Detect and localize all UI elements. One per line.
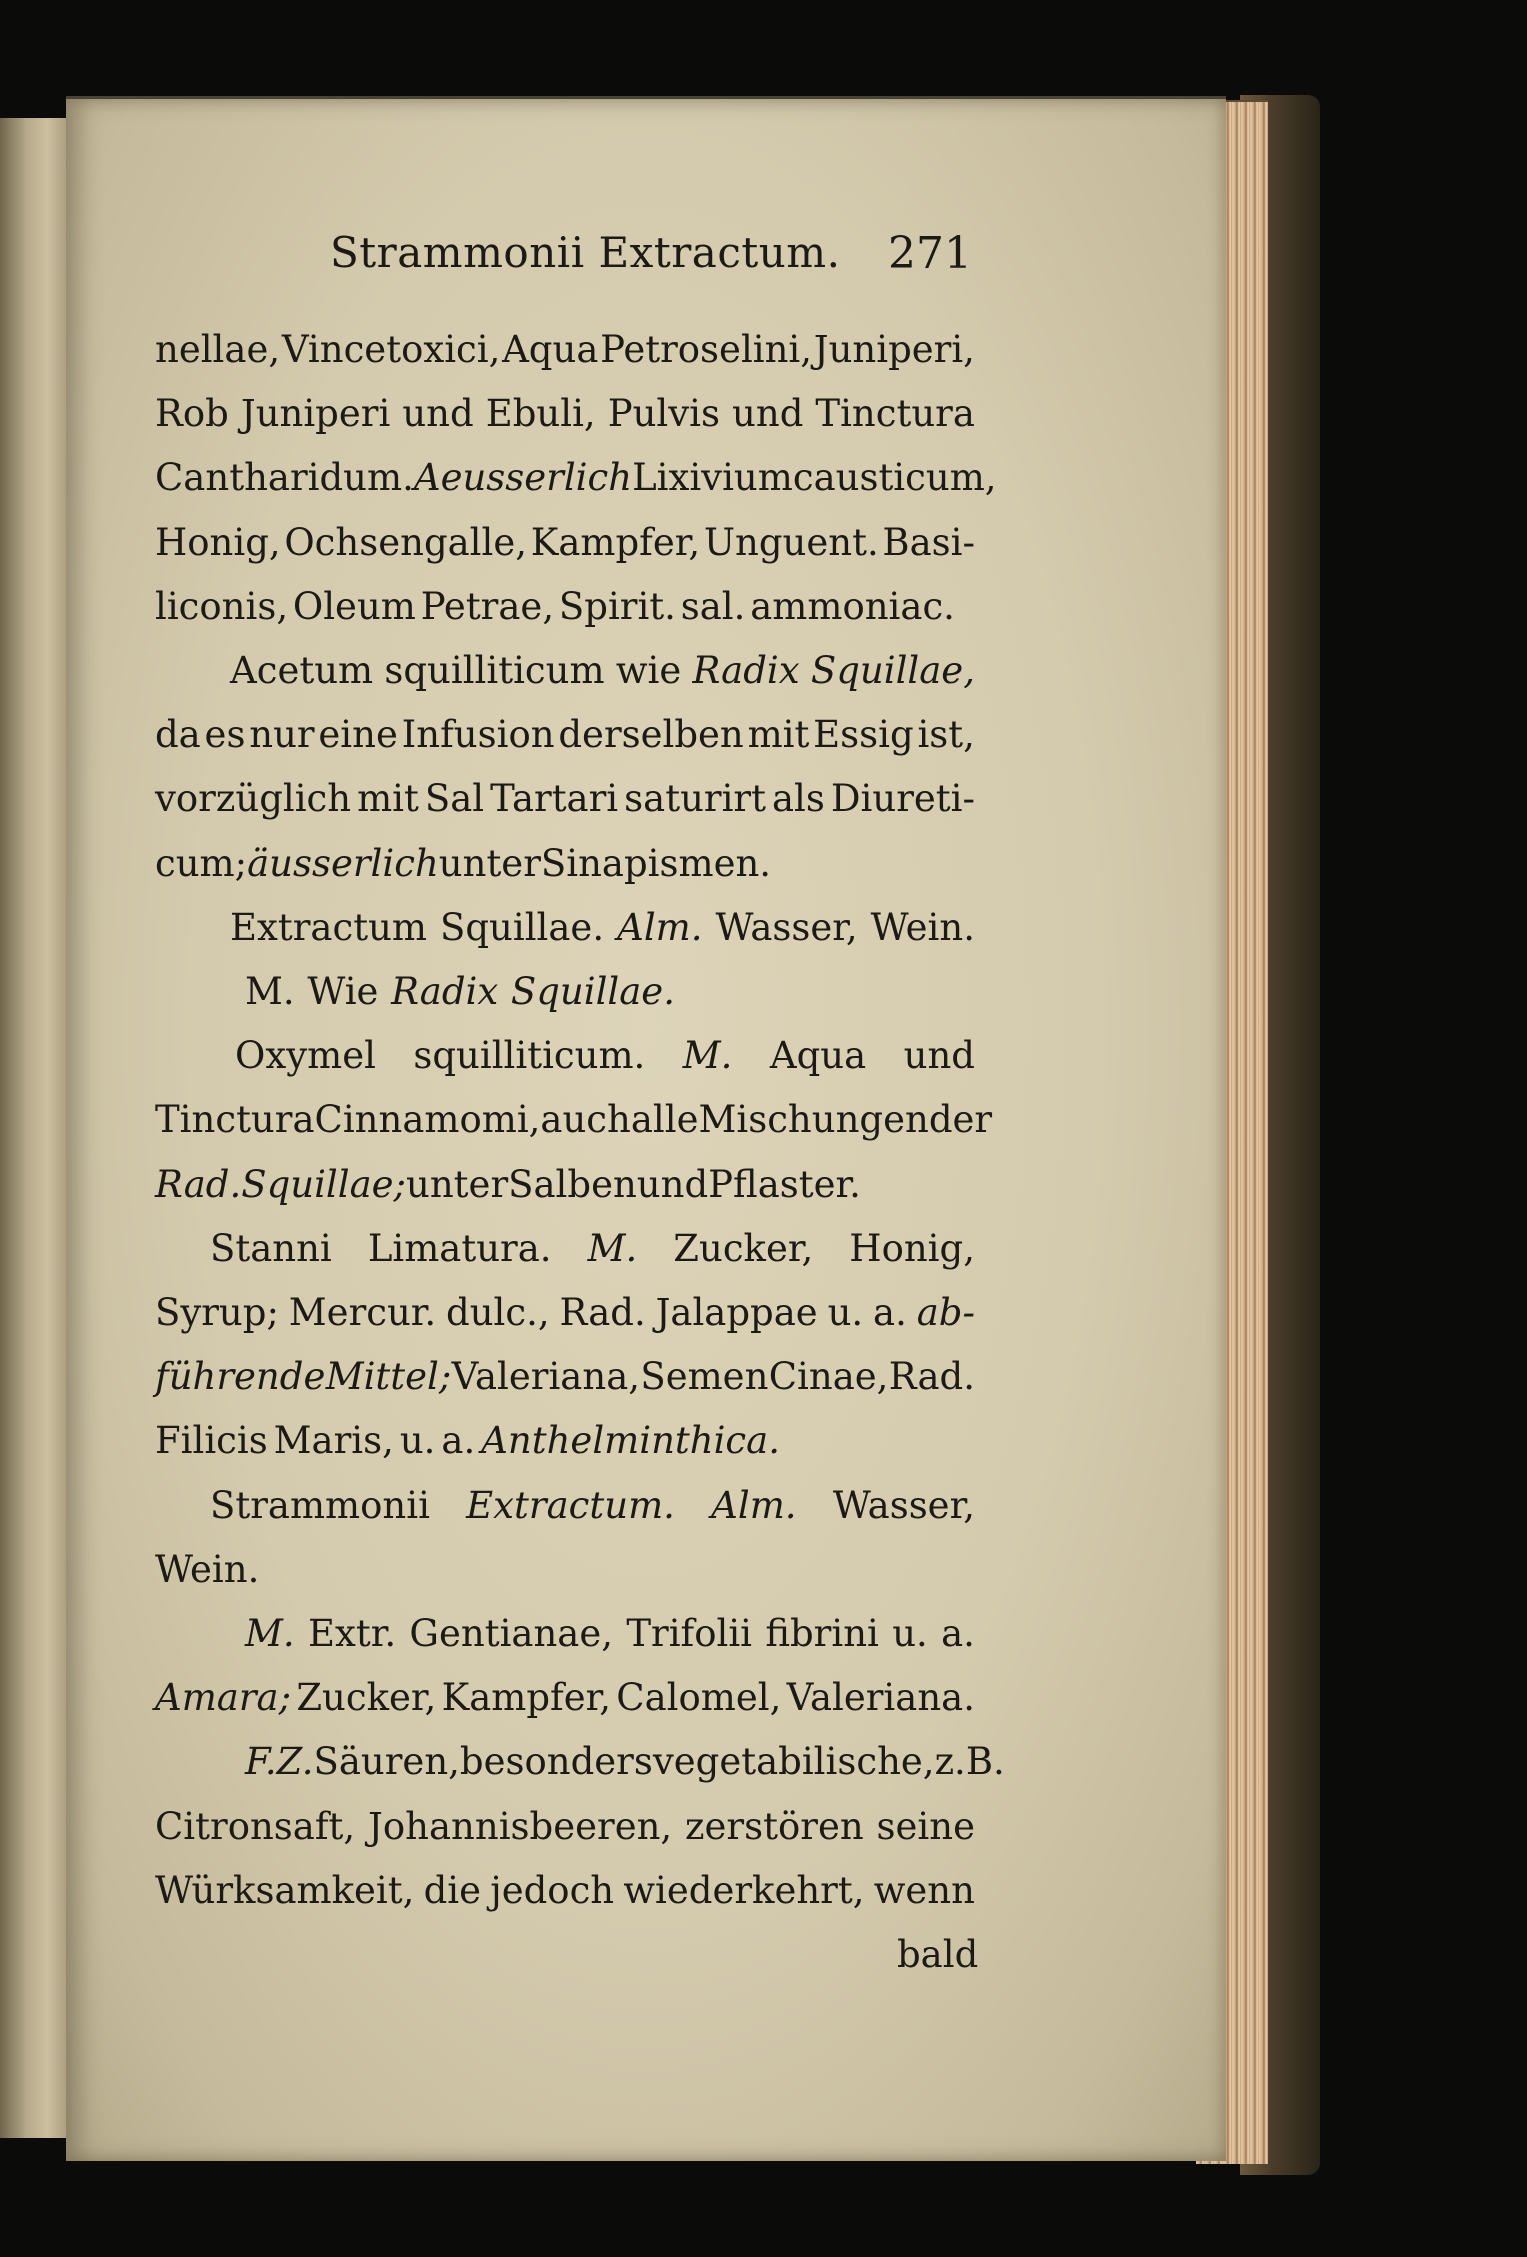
word: Rad. (155, 1162, 242, 1206)
word: u. (827, 1291, 864, 1334)
word: Ochsengalle, (284, 520, 528, 564)
text-line (245, 1602, 975, 1666)
word: auch (540, 1098, 631, 1142)
word: Aqua (769, 1034, 867, 1078)
word: ab- (916, 1291, 975, 1334)
word: B. (965, 1740, 1005, 1784)
word: nur (249, 713, 315, 757)
word: Cinnamomi, (314, 1098, 541, 1142)
text-line (155, 575, 955, 639)
word: Maris, (273, 1419, 394, 1463)
word: Citronsaft, (155, 1804, 356, 1848)
word: wiederkehrt, (623, 1868, 865, 1912)
word: ammoniac. (750, 584, 955, 628)
word: Alm. (711, 1483, 797, 1527)
word: Ebuli, (485, 392, 596, 436)
text-line (230, 896, 975, 960)
word: Unguent. (703, 520, 879, 564)
word: fibrini (765, 1612, 879, 1655)
word: Tartari (490, 777, 619, 821)
word: Gentianae, (409, 1612, 614, 1655)
text-line (235, 1024, 975, 1088)
word: Honig, (155, 520, 281, 564)
word: Limatura. (367, 1226, 552, 1270)
word: wie (615, 649, 682, 692)
page-number: 271 (888, 228, 972, 279)
text-line (230, 639, 975, 703)
word: die (423, 1868, 482, 1912)
word: Alm. (617, 905, 703, 949)
word: Sal (424, 777, 485, 821)
word: vorzüglich (155, 777, 352, 821)
word: M. (682, 1034, 733, 1078)
word: jedoch (490, 1868, 615, 1912)
word: Anthelminthica. (481, 1419, 780, 1463)
word: führende (155, 1355, 326, 1399)
word: Cantharidum. (155, 456, 414, 500)
word: Oxymel (235, 1034, 376, 1078)
word: als (771, 777, 825, 821)
text-line (210, 1217, 975, 1281)
word: Aqua (502, 328, 599, 371)
word: Spirit. (558, 584, 676, 628)
word: causticum, (792, 456, 997, 500)
word: Zucker, (296, 1676, 437, 1720)
word: und (732, 392, 804, 436)
word: Cinae, (768, 1355, 889, 1399)
word: Juniperi, (813, 328, 975, 371)
word: vegetabilische, (652, 1740, 935, 1784)
word: Valeriana. (786, 1676, 975, 1720)
text-line (245, 1730, 1005, 1794)
text-line (245, 960, 675, 1024)
text-line (155, 767, 975, 831)
word: Radix (391, 970, 499, 1013)
word: Kampfer, (530, 520, 701, 564)
text-line (155, 1345, 975, 1409)
word: es (204, 713, 246, 757)
text-line (155, 382, 975, 446)
word: Wein. (155, 1547, 260, 1591)
word: unter (438, 841, 541, 885)
word: Rad. (559, 1291, 646, 1334)
word: Syrup; (155, 1291, 279, 1334)
word: squilliticum (384, 649, 605, 692)
word: mit (357, 777, 419, 821)
word: Aeusserlich (413, 456, 633, 500)
word: besonders (459, 1740, 653, 1784)
word: Petroselini, (600, 328, 813, 371)
word: Juniperi (240, 392, 391, 436)
word: Acetum (230, 649, 374, 692)
word: F. (245, 1740, 277, 1784)
word: Semen (640, 1355, 769, 1399)
word: Oleum (292, 584, 416, 628)
word: saturirt (624, 777, 766, 821)
word: und (402, 392, 474, 436)
word: Mercur. (288, 1291, 437, 1334)
word: Filicis (155, 1419, 268, 1463)
word: ist, (917, 713, 975, 757)
word: der (928, 1098, 993, 1142)
word: z. (934, 1740, 966, 1784)
text-line (155, 1153, 861, 1217)
word: Radix (692, 649, 800, 692)
word: Strammonii (210, 1483, 430, 1527)
word: Wein. (870, 905, 975, 949)
word: Säuren, (313, 1740, 460, 1784)
word: liconis, (155, 584, 289, 628)
word: Extr. (307, 1612, 397, 1655)
word: da (155, 713, 201, 757)
word: M. (245, 1612, 295, 1655)
word: Extractum. (466, 1483, 675, 1527)
text-line (210, 1474, 975, 1538)
word: a. (441, 1419, 476, 1463)
left-page-edge (0, 118, 72, 2138)
word: zerstören (685, 1804, 864, 1848)
word: cum; (155, 841, 248, 885)
text-line (155, 1088, 993, 1152)
word: Amara; (155, 1676, 292, 1720)
text-line (155, 1666, 975, 1730)
word: Petrae, (420, 584, 555, 628)
word: Extractum (230, 905, 427, 949)
word: Kampfer, (441, 1676, 612, 1720)
word: Infusion (401, 713, 555, 757)
word: Basi- (882, 520, 975, 564)
word: Calomel, (616, 1676, 782, 1720)
text-line (155, 832, 772, 896)
word: unter (406, 1162, 509, 1206)
word: Diureti- (830, 777, 975, 821)
word: seine (876, 1804, 975, 1848)
text-line (897, 1923, 977, 1987)
word: a. (941, 1612, 975, 1655)
word: Rob (155, 392, 229, 436)
word: wenn (873, 1868, 975, 1912)
word: Essig (813, 713, 914, 757)
word: äusserlich (247, 841, 439, 885)
word: squilliticum. (413, 1034, 646, 1078)
word: Stanni (210, 1226, 332, 1270)
word: Tinctura (155, 1098, 315, 1142)
word: eine (318, 713, 398, 757)
word: Lixivium (632, 456, 793, 500)
word: Honig, (849, 1226, 975, 1270)
word: Wasser, (715, 905, 858, 949)
word: bald (897, 1933, 979, 1976)
word: Pulvis (607, 392, 720, 436)
word: Trifolii (626, 1612, 752, 1655)
word: Mittel; (325, 1355, 452, 1399)
word: Rad. (888, 1355, 975, 1399)
text-line (155, 318, 975, 382)
word: Salben (508, 1162, 637, 1206)
word: Z. (276, 1740, 314, 1784)
word: Johannisbeeren, (368, 1804, 673, 1848)
text-line (155, 703, 975, 767)
word: derselben (558, 713, 744, 757)
word: Sinapismen. (540, 841, 772, 885)
text-line (155, 1409, 780, 1473)
word: Zucker, (673, 1226, 814, 1270)
word: Wie (307, 970, 379, 1013)
word: Squillae, (810, 649, 975, 692)
word: mit (747, 713, 810, 757)
word: Jalappae (655, 1291, 818, 1334)
word: alle (630, 1098, 699, 1142)
word: und (636, 1162, 709, 1206)
text-line (155, 446, 997, 510)
word: Squillae; (241, 1162, 407, 1206)
word: sal. (680, 584, 746, 628)
word: Mischungen (698, 1098, 929, 1142)
word: u. (892, 1612, 928, 1655)
word: Squillae. (440, 905, 605, 949)
word: u. (399, 1419, 436, 1463)
word: Valeriana, (451, 1355, 641, 1399)
word: und (903, 1034, 975, 1078)
word: Wasser, (832, 1483, 975, 1527)
word: Tinctura (815, 392, 975, 436)
text-line (155, 1795, 975, 1859)
word: M. (245, 970, 295, 1013)
word: Würksamkeit, (155, 1868, 415, 1912)
word: M. (587, 1226, 638, 1270)
word: Pflaster. (708, 1162, 861, 1206)
word: dulc., (446, 1291, 550, 1334)
text-line (155, 1281, 975, 1345)
running-header: Strammonii Extractum. (330, 228, 841, 277)
word: Vincetoxici, (281, 328, 501, 371)
text-line (155, 1859, 975, 1923)
word: nellae, (155, 328, 281, 371)
word: a. (873, 1291, 907, 1334)
word: Squillae. (510, 970, 675, 1013)
text-line (155, 511, 975, 575)
text-line (155, 1538, 260, 1602)
